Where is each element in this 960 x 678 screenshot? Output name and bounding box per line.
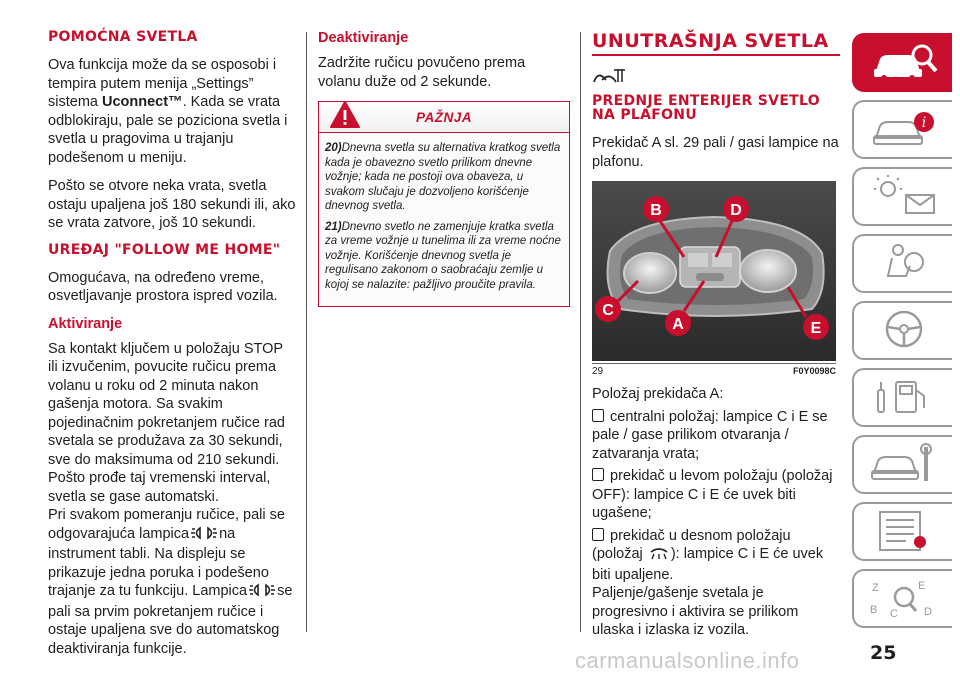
svg-text:i: i [921, 115, 927, 131]
chapter-tabs [852, 33, 960, 636]
tab-getting-to-know[interactable] [852, 33, 952, 92]
interior-light-icon [592, 66, 840, 88]
warning-lights-icon [870, 175, 940, 217]
list-item: prekidač u desnom položaju (položaj ): lampice C i E će uvek biti upaljene. [592, 527, 824, 583]
figure-label-d: D [730, 202, 742, 219]
list-item: prekidač u levom položaju (položaj OFF): lampice C i E će uvek biti ugašene; [592, 468, 833, 521]
column-middle [318, 30, 570, 307]
section-title-interior-lights: UNUTRAŠNJA SVETLA [592, 32, 840, 56]
paragraph-activation: Sa kontakt ključem u položaju STOP ili izvučenim, povucite ručicu prema volanu u roku od 2 minuta nakon gašenja motora. Sa svakim pojedinačnim pokretanjem ručice rad svetala se produžava za 30 sekundi, sve do maksimuma od 210 sekundi. Pošto prođe taj vremenski interval, svetla se gase automatski. [48, 340, 285, 505]
column-left [48, 30, 296, 668]
dome-light-on-icon [649, 547, 669, 566]
bullet-square-icon [592, 468, 604, 481]
subheading-deactivation: Deaktiviranje [318, 30, 409, 46]
column-divider [580, 32, 581, 632]
paragraph-activation-lamp: Pri svakom pomeranju ručice, pali se odgovarajuća lampica na instrument tabli. Na displeju se prikazuje jedna poruka i podešeno trajanje za tu funkciju. Lampica se pali sa prvim pokretanjem ručice i ostaje upaljena sve do automatskog deaktiviranja funkcije. [48, 507, 293, 657]
subheading-activation: Aktiviranje [48, 315, 123, 332]
fuel-pump-icon [870, 376, 940, 418]
paragraph-follow-me-desc: Omogućava, na određeno vreme, osvetljavanje prostora ispred vozila. [48, 269, 278, 304]
headlight-lamp-icon [191, 526, 217, 546]
figure-label-b: B [650, 202, 662, 219]
heading-follow-me-home: UREĐAJ "FOLLOW ME HOME" [48, 241, 281, 258]
paragraph-courtesy-duration: Pošto se otvore neka vrata, svetla ostaju upaljena još 180 sekundi ili, ako se vrata zatvore, još 10 sekundi. [48, 178, 296, 231]
column-divider [306, 32, 307, 632]
svg-text:B: B [870, 604, 878, 616]
figure-label-a: A [672, 316, 684, 333]
tab-driving[interactable] [852, 301, 952, 360]
heading-front-dome-light: PREDNJE ENTERIJER SVETLO NA PLAFONU [592, 93, 820, 123]
tab-dashboard[interactable] [852, 100, 952, 159]
car-wrench-icon [870, 443, 940, 485]
paragraph-progressive: Paljenje/gašenje svetala je progresivno i aktivira se prilikom ulaska i izlaska iz vozila. [592, 585, 799, 638]
list-icon [870, 510, 940, 552]
tab-index[interactable] [852, 569, 952, 628]
car-search-icon [870, 41, 940, 83]
tab-maintenance[interactable] [852, 435, 952, 494]
svg-text:D: D [924, 606, 932, 618]
page-number: 25 [870, 642, 897, 664]
figure-label-c: C [602, 302, 614, 319]
paragraph-switch-a: Prekidač A sl. 29 pali / gasi lampice na plafonu. [592, 135, 839, 170]
car-info-icon [870, 108, 940, 150]
figure-dome-light [592, 181, 836, 361]
figure-caption [592, 363, 836, 377]
svg-text:Z: Z [872, 582, 879, 594]
list-item: centralni položaj: lampice C i E se pale / gase prilikom otvaranja / zatvaranja vrata; [592, 408, 828, 462]
warning-note-21: 21)Dnevno svetlo ne zamenjuje kratka svetla za vreme vožnje u tunelima ili za vreme noćne vožnje. Korišćenje dnevnog svetla je regulisano zakonom o saobraćaju zemlje u kojoj se nalazite: pažljivo proučite pravila. [325, 220, 561, 291]
column-right [592, 30, 840, 650]
bullet-square-icon [592, 528, 604, 541]
paragraph-switch-positions: Položaj prekidača A: [592, 386, 724, 402]
tab-technical-data[interactable] [852, 502, 952, 561]
warning-body [319, 132, 569, 306]
svg-text:C: C [890, 608, 898, 619]
heading-courtesy-lights: POMOĆNA SVETLA [48, 29, 198, 45]
headlight-lamp-icon [249, 583, 275, 603]
paragraph-deactivation: Zadržite ručicu povučeno prema volanu duže od 2 sekunde. [318, 55, 526, 90]
warning-title: PAŽNJA [415, 110, 472, 125]
warning-box [318, 101, 570, 307]
warning-note-20: 20)Dnevna svetla su alternativa kratkog svetla kada je obavezno svetlo prilikom dnevne vožnje; kada ne postoji ova obaveza, u svakom slučaju je dozvoljeno korišćenje dnevnog svetla. [325, 142, 561, 212]
watermark: carmanualsonline.info [575, 648, 800, 673]
index-search-icon [870, 577, 940, 619]
figure-label-e: E [810, 320, 822, 337]
airbag-icon [870, 242, 940, 284]
svg-text:E: E [918, 580, 926, 592]
warning-header [319, 102, 569, 132]
tab-emergency[interactable] [852, 368, 952, 427]
figure-number: 29 [592, 366, 604, 377]
tab-safety[interactable] [852, 167, 952, 226]
steering-wheel-icon [870, 309, 940, 351]
figure-code: F0Y0098C [792, 366, 836, 376]
bullet-square-icon [592, 409, 604, 422]
paragraph-courtesy-intro: Ova funkcija može da se osposobi i tempira putem menija „Settings” sistema Uconnect™. Kada se vrata odblokiraju, pale se poziciona svetla i svetla u pragovima u trajanju podešenom u meniju. [48, 57, 288, 166]
tab-airbag[interactable] [852, 234, 952, 293]
